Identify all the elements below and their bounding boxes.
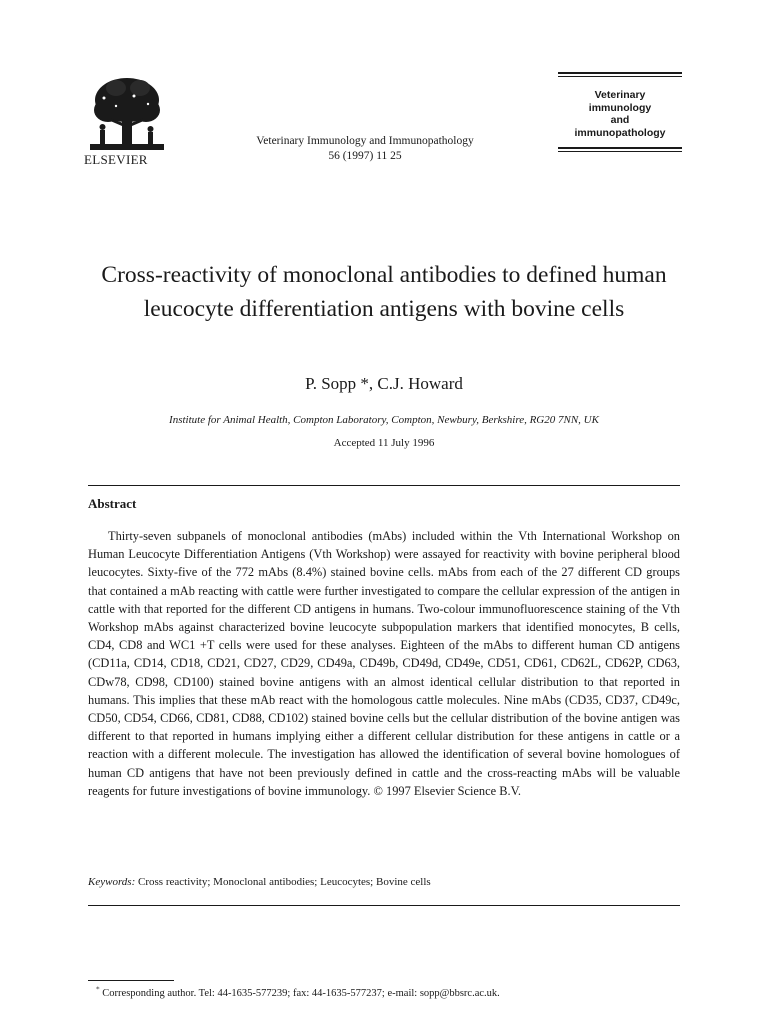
masthead-line: and	[610, 114, 630, 126]
author-affiliation: Institute for Animal Health, Compton Laboratory, Compton, Newbury, Berkshire, RG20 7NN, UK	[169, 414, 599, 426]
publisher-logo	[82, 74, 172, 168]
publisher-name: ELSEVIER	[84, 152, 148, 167]
keywords-label: Keywords:	[88, 876, 136, 888]
masthead-line: Veterinary	[594, 89, 646, 101]
keywords-line	[88, 876, 680, 888]
corresponding-author-footnote	[96, 984, 696, 999]
footnote-text: Corresponding author. Tel: 44-1635-577239; fax: 44-1635-577237; e-mail: sopp@bbsrc.ac.uk.	[102, 988, 500, 999]
abstract-rule-bottom	[88, 905, 680, 906]
keywords-list: Cross reactivity; Monoclonal antibodies; Leucocytes; Bovine cells	[138, 876, 431, 888]
masthead-line: immunology	[588, 101, 652, 114]
abstract-body: Thirty-seven subpanels of monoclonal antibodies (mAbs) included within the Vth International Workshop on Human Leucocyte Differentiation Antigens (Vth Workshop) were assayed for reactivity with bovine peripheral blood leucocytes. Sixty-five of the 772 mAbs (8.4%) stained bovine cells. mAbs from each of the 27 different CD groups that contained a mAb reacting with cattle were further investigated to compare the cellular expression of the antigen in cattle with that reported for the different CD antigens in humans. Two-colour immunofluorescence staining of the Vth Workshop mAbs against characterized bovine leucocyte subpopulation markers that identified monocytes, B cells, CD4, CD8 and WC1 +T cells were used for these analyses. Eighteen of the mAbs to different human CD antigens (CD11a, CD14, CD18, CD21, CD27, CD29, CD49a, CD49b, CD49d, CD49e, CD51, CD61, CD62L, CD62P, CD63, CDw78, CD98, CD100) stained bovine antigens with an almost identical cellular distribution to that reported in humans. This implies that these mAb react with the homologous cattle molecules. Nine mAbs (CD35, CD37, CD49c, CD50, CD54, CD66, CD81, CD88, CD102) stained bovine cells but the cellular distribution of the bovine antigen was different to that reported in humans implying either a different cellular distribution for these antigens in cattle or a reaction with a different molecule. The investigation has allowed the identification of several bovine homologues of human CD antigens that have not been previously defined in cattle and the cross-reacting mAbs will be valuable reagents for future investigations of bovine immunology. © 1997 Elsevier Science B.V.	[88, 529, 680, 798]
masthead-rule-bottom-thin	[558, 151, 682, 152]
journal-name: Veterinary Immunology and Immunopathology	[256, 135, 474, 147]
accepted-date: Accepted 11 July 1996	[333, 437, 435, 449]
abstract-heading: Abstract	[88, 496, 137, 511]
paper-title: Cross-reactivity of monoclonal antibodies to defined human leucocyte differentiation antigens with bovine cells	[101, 262, 667, 322]
masthead-rule-bottom	[558, 147, 682, 149]
elsevier-tree-logo	[86, 74, 168, 154]
masthead-text	[558, 77, 682, 147]
volume-pages: 56 (1997) 11 25	[328, 150, 402, 162]
author-list: P. Sopp *, C.J. Howard	[305, 374, 463, 393]
masthead-line: immunopathology	[574, 126, 666, 139]
abstract-rule-top	[88, 485, 680, 486]
journal-masthead-box	[558, 72, 682, 152]
masthead-rule-top	[558, 72, 682, 74]
footnote-marker: *	[96, 984, 100, 994]
journal-citation	[210, 134, 520, 164]
footnote-rule	[88, 980, 174, 981]
